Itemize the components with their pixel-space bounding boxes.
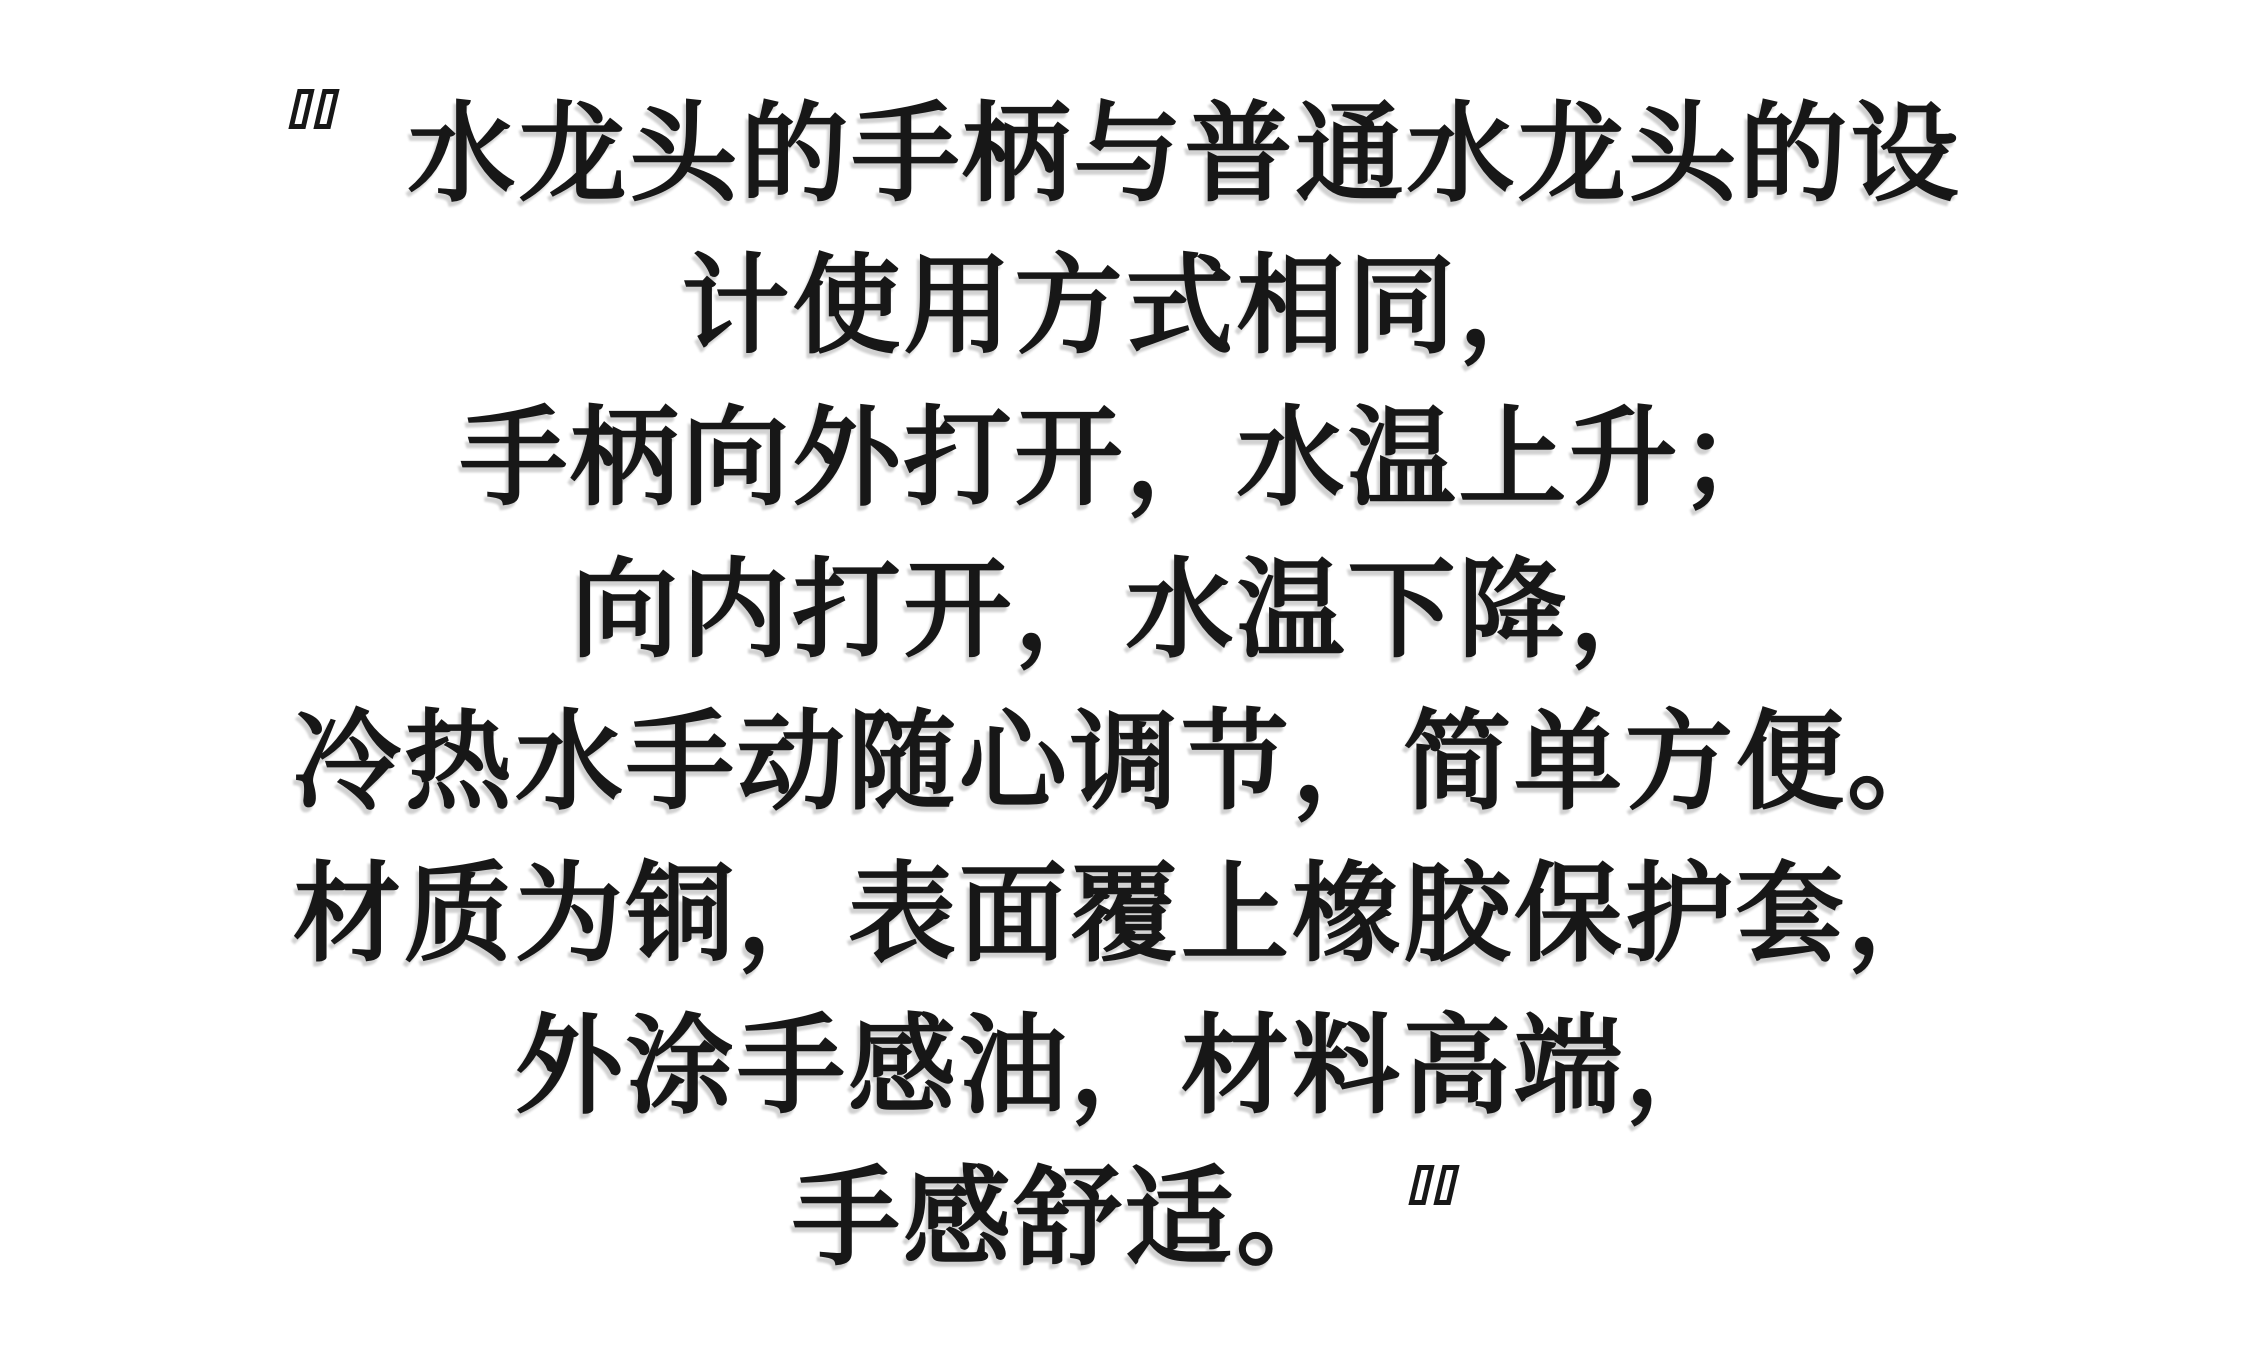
quote-line — [0, 838, 2251, 990]
quote-line — [0, 78, 2251, 230]
quote-line — [0, 382, 2251, 534]
quote-line — [0, 230, 2251, 382]
quote-line — [0, 534, 2251, 686]
open-quote-icon — [289, 89, 339, 129]
quote-line — [0, 1142, 2251, 1294]
quote-line-text: 外涂手感油，材料高端， — [514, 1005, 1736, 1126]
quote-line — [0, 686, 2251, 838]
quote-line-text: 计使用方式相同， — [681, 245, 1570, 366]
quote-line-text: 手感舒适。 — [791, 1157, 1347, 1278]
quote-line-text: 冷热水手动随心调节，简单方便。 — [292, 701, 1958, 822]
quote-line-text: 材质为铜，表面覆上橡胶保护套， — [292, 853, 1958, 974]
quote-line — [0, 990, 2251, 1142]
quote-line-text: 向内打开，水温下降， — [570, 549, 1681, 670]
close-quote-icon — [1409, 1165, 1459, 1205]
quote-line-text: 水龙头的手柄与普通水龙头的设 — [407, 93, 1962, 214]
quote-line-text: 手柄向外打开，水温上升； — [459, 397, 1792, 518]
